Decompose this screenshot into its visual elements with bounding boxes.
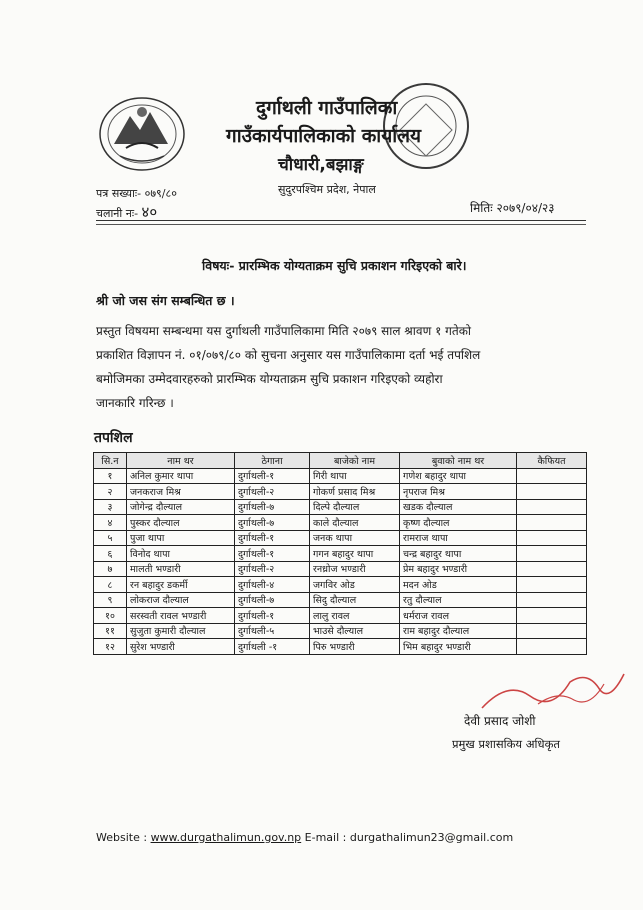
cell-address: दुर्गाथली-५ <box>235 623 310 639</box>
table-row <box>94 484 587 500</box>
subject-line: विषयः- प्रारम्भिक योग्यताक्रम सुचि प्रकाशन गरिइएको बारे। <box>202 258 467 273</box>
cell-name: लोकराज दौल्याल <box>127 592 235 608</box>
body-paragraph <box>96 319 592 415</box>
cell-address: दुर्गाथली-१ <box>235 530 310 546</box>
org-name-line2: गाउँकार्यपालिकाको कार्यालय <box>226 125 422 147</box>
body-line: बमोजिमका उम्मेदवारहरुको प्रारम्भिक योग्यताक्रम सुचि प्रकाशन गरिइएको व्यहोरा <box>96 372 443 386</box>
table-row <box>94 577 587 593</box>
reference-label: पत्र सख्याः- <box>96 187 142 200</box>
footer <box>96 831 513 844</box>
cell-father: भिम बहादुर भण्डारी <box>400 639 517 655</box>
cell-address: दुर्गाथली-७ <box>235 592 310 608</box>
cell-father: चन्द्र बहादुर थापा <box>400 546 517 562</box>
cell-grandfather: दिल्पे दौल्याल <box>310 499 400 515</box>
cell-remarks <box>517 608 587 624</box>
website-label: Website : <box>96 831 148 844</box>
nepal-emblem-icon <box>96 92 188 174</box>
cell-remarks <box>517 515 587 531</box>
header-divider <box>96 220 586 221</box>
signature-scribble <box>478 660 628 716</box>
table-row <box>94 499 587 515</box>
cell-name: विनोद थापा <box>127 546 235 562</box>
col-serial: सि.न <box>94 453 127 469</box>
cell-grandfather: गोकर्ण प्रसाद मिश्र <box>310 484 400 500</box>
document-date: मितिः २०७९/०४/२३ <box>470 201 555 215</box>
body-line: प्रकाशित विज्ञापन नं. ०१/०७९/८० को सुचना अनुसार यस गाउँपालिकामा दर्ता भई तपशिल <box>96 348 481 362</box>
dispatch-number <box>96 202 157 222</box>
cell-serial: ५ <box>94 530 127 546</box>
cell-serial: ४ <box>94 515 127 531</box>
cell-grandfather: गिरी थापा <box>310 468 400 484</box>
table-row <box>94 592 587 608</box>
cell-serial: १० <box>94 608 127 624</box>
table-row <box>94 608 587 624</box>
dispatch-value: ४० <box>141 203 158 221</box>
cell-address: दुर्गाथली-२ <box>235 561 310 577</box>
cell-father: रामराज थापा <box>400 530 517 546</box>
signatory-name: देवी प्रसाद जोशी <box>464 714 536 728</box>
table-header-row <box>94 453 587 469</box>
cell-remarks <box>517 530 587 546</box>
col-name: नाम थर <box>127 453 235 469</box>
cell-serial: २ <box>94 484 127 500</box>
cell-father: खडक दौल्याल <box>400 499 517 515</box>
email-address[interactable]: durgathalimun23@gmail.com <box>349 831 514 844</box>
cell-father: धर्मराज रावल <box>400 608 517 624</box>
body-line: प्रस्तुत विषयमा सम्बन्धमा यस दुर्गाथली गाउँपालिकामा मिति २०७९ साल श्रावण १ गतेको <box>96 324 472 338</box>
cell-grandfather: गगन बहादुर थापा <box>310 546 400 562</box>
cell-remarks <box>517 639 587 655</box>
cell-grandfather: जनक थापा <box>310 530 400 546</box>
cell-address: दुर्गाथली-७ <box>235 499 310 515</box>
table-row <box>94 546 587 562</box>
cell-address: दुर्गाथली -१ <box>235 639 310 655</box>
cell-grandfather: पिरु भण्डारी <box>310 639 400 655</box>
cell-father: कृष्ण दौल्याल <box>400 515 517 531</box>
cell-address: दुर्गाथली-१ <box>235 608 310 624</box>
cell-grandfather: काले दौल्याल <box>310 515 400 531</box>
cell-name: मालती भण्डारी <box>127 561 235 577</box>
cell-remarks <box>517 577 587 593</box>
table-row <box>94 515 587 531</box>
header-divider-second <box>96 224 586 225</box>
table-row <box>94 530 587 546</box>
candidate-table <box>93 452 587 655</box>
cell-serial: ९ <box>94 592 127 608</box>
cell-name: रन बहादुर डकर्मी <box>127 577 235 593</box>
reference-number <box>96 186 177 201</box>
salutation: श्री जो जस संग सम्बन्धित छ । <box>96 293 235 308</box>
email-label: E-mail : <box>304 831 347 844</box>
col-address: ठेगाना <box>235 453 310 469</box>
cell-name: जोगेन्द्र दौल्याल <box>127 499 235 515</box>
cell-father: नृपराज मिश्र <box>400 484 517 500</box>
cell-name: सुजुता कुमारी दौल्याल <box>127 623 235 639</box>
cell-remarks <box>517 623 587 639</box>
cell-remarks <box>517 592 587 608</box>
table-row <box>94 639 587 655</box>
cell-grandfather: सिदु दौल्याल <box>310 592 400 608</box>
cell-grandfather: रनध्रोज भण्डारी <box>310 561 400 577</box>
cell-serial: ६ <box>94 546 127 562</box>
cell-grandfather: जगविर ओड <box>310 577 400 593</box>
table-row <box>94 623 587 639</box>
cell-father: मदन ओड <box>400 577 517 593</box>
cell-name: सुरेश भण्डारी <box>127 639 235 655</box>
cell-address: दुर्गाथली-१ <box>235 546 310 562</box>
cell-serial: १ <box>94 468 127 484</box>
cell-name: पुस्कर दौल्याल <box>127 515 235 531</box>
cell-father: रतु दौल्याल <box>400 592 517 608</box>
cell-serial: ८ <box>94 577 127 593</box>
org-province: सुदुरपश्चिम प्रदेश, नेपाल <box>278 183 376 196</box>
cell-father: प्रेम बहादुर भण्डारी <box>400 561 517 577</box>
cell-remarks <box>517 561 587 577</box>
cell-address: दुर्गाथली-२ <box>235 484 310 500</box>
cell-name: अनिल कुमार थापा <box>127 468 235 484</box>
cell-serial: ३ <box>94 499 127 515</box>
cell-remarks <box>517 499 587 515</box>
cell-serial: ७ <box>94 561 127 577</box>
cell-father: गणेश बहादुर थापा <box>400 468 517 484</box>
org-address: चौधारी,बझाङ्ग <box>278 155 364 175</box>
org-name-line1: दुर्गाथली गाउँपालिका <box>256 97 398 119</box>
cell-remarks <box>517 546 587 562</box>
table-row <box>94 468 587 484</box>
cell-name: पुजा थापा <box>127 530 235 546</box>
reference-value: ०७९/८० <box>144 187 177 200</box>
cell-address: दुर्गाथली-४ <box>235 577 310 593</box>
table-row <box>94 561 587 577</box>
details-heading: तपशिल <box>94 430 133 446</box>
cell-name: जनकराज मिश्र <box>127 484 235 500</box>
signatory-title: प्रमुख प्रशासकिय अधिकृत <box>452 737 560 751</box>
website-link[interactable]: www.durgathalimun.gov.np <box>150 831 302 844</box>
cell-remarks <box>517 468 587 484</box>
dispatch-label: चलानी नः- <box>96 207 139 220</box>
cell-name: सरस्वती रावल भण्डारी <box>127 608 235 624</box>
col-grandfather: बाजेको नाम <box>310 453 400 469</box>
cell-remarks <box>517 484 587 500</box>
cell-serial: १२ <box>94 639 127 655</box>
body-line: जानकारि गरिन्छ । <box>96 396 174 410</box>
col-remarks: कैफियत <box>517 453 587 469</box>
cell-serial: ११ <box>94 623 127 639</box>
cell-grandfather: लालु रावल <box>310 608 400 624</box>
col-father: बुवाको नाम थर <box>400 453 517 469</box>
cell-address: दुर्गाथली-१ <box>235 468 310 484</box>
cell-father: राम बहादुर दौल्याल <box>400 623 517 639</box>
cell-grandfather: भाउसे दौल्याल <box>310 623 400 639</box>
cell-address: दुर्गाथली-७ <box>235 515 310 531</box>
